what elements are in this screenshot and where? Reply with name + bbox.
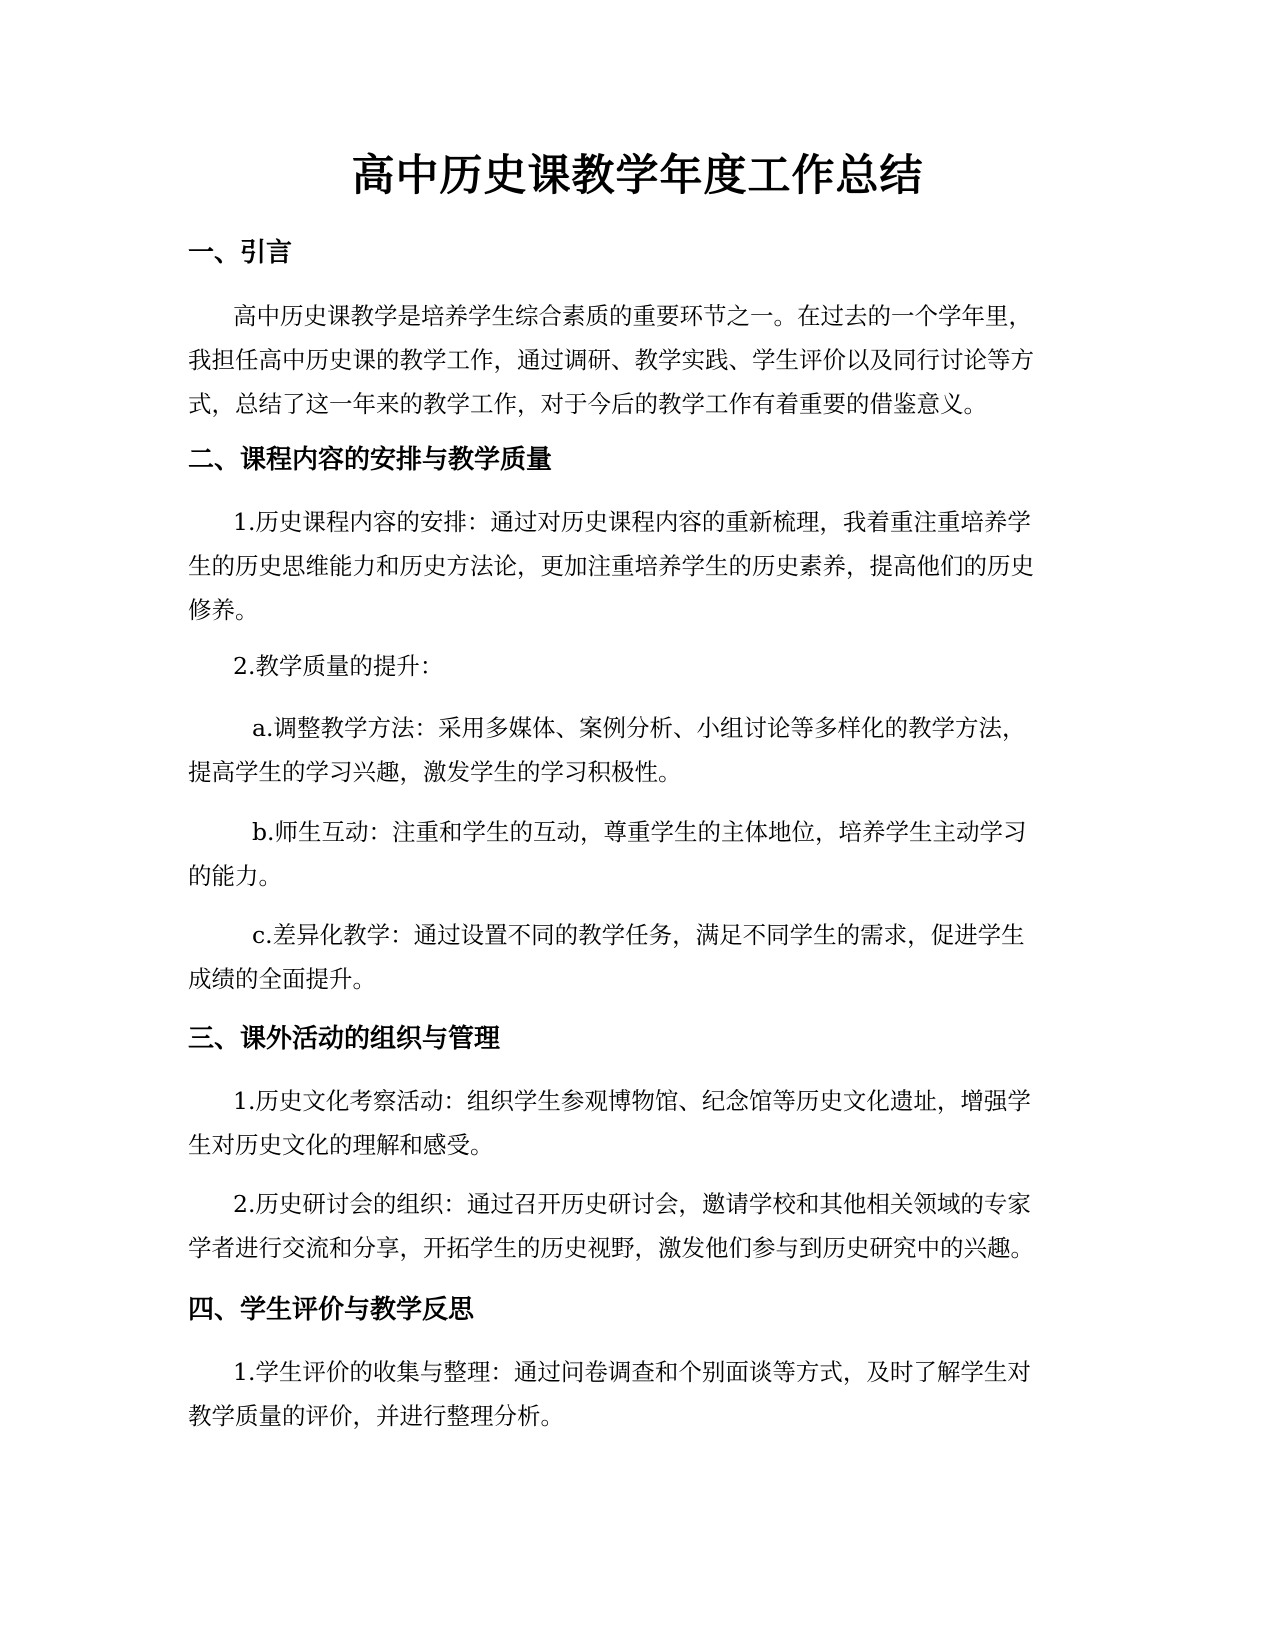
paragraph-student-evaluation (188, 1350, 1088, 1438)
paragraph-line: 我担任高中历史课的教学工作，通过调研、教学实践、学生评价以及同行讨论等方 (188, 346, 1034, 374)
paragraph-item-c (188, 913, 1088, 1001)
paragraph-line: 2.教学质量的提升： (233, 652, 444, 680)
paragraph-teaching-quality (188, 644, 1088, 688)
section-heading-extracurricular: 三、课外活动的组织与管理 (188, 1024, 501, 1054)
paragraph-line: 2.历史研讨会的组织：通过召开历史研讨会，邀请学校和其他相关领域的专家 (233, 1190, 1031, 1218)
paragraph-line: a.调整教学方法：采用多媒体、案例分析、小组讨论等多样化的教学方法， (252, 714, 1026, 742)
paragraph-line: 生对历史文化的理解和感受。 (188, 1131, 494, 1159)
section-heading-curriculum: 二、课程内容的安排与教学质量 (188, 445, 553, 475)
paragraph-line: 高中历史课教学是培养学生综合素质的重要环节之一。在过去的一个学年里， (233, 302, 1032, 330)
document-title: 高中历史课教学年度工作总结 (351, 151, 924, 201)
paragraph-line: 的能力。 (188, 862, 282, 890)
paragraph-line: 1.历史文化考察活动：组织学生参观博物馆、纪念馆等历史文化遗址，增强学 (233, 1087, 1031, 1115)
paragraph-history-seminar (188, 1182, 1088, 1270)
paragraph-line: 1.学生评价的收集与整理：通过问卷调查和个别面谈等方式，及时了解学生对 (233, 1358, 1031, 1386)
section-heading-evaluation: 四、学生评价与教学反思 (188, 1295, 475, 1325)
paragraph-item-b (188, 810, 1088, 898)
paragraph-line: 式，总结了这一年来的教学工作，对于今后的教学工作有着重要的借鉴意义。 (188, 390, 987, 418)
paragraph-cultural-visits (188, 1079, 1088, 1167)
paragraph-line: b.师生互动：注重和学生的互动，尊重学生的主体地位，培养学生主动学习 (252, 818, 1027, 846)
paragraph-line: 提高学生的学习兴趣，激发学生的学习积极性。 (188, 758, 682, 786)
paragraph-line: 1.历史课程内容的安排：通过对历史课程内容的重新梳理，我着重注重培养学 (233, 508, 1031, 536)
paragraph-line: 学者进行交流和分享，开拓学生的历史视野，激发他们参与到历史研究中的兴趣。 (188, 1234, 1034, 1262)
paragraph-curriculum-arrangement (188, 500, 1088, 632)
paragraph-line: 修养。 (188, 596, 259, 624)
paragraph-line: 成绩的全面提升。 (188, 965, 376, 993)
paragraph-line: c.差异化教学：通过设置不同的教学任务，满足不同学生的需求，促进学生 (252, 921, 1025, 949)
paragraph-introduction (188, 294, 1088, 426)
paragraph-line: 生的历史思维能力和历史方法论，更加注重培养学生的历史素养，提高他们的历史 (188, 552, 1034, 580)
section-heading-introduction: 一、引言 (188, 238, 293, 268)
paragraph-line: 教学质量的评价，并进行整理分析。 (188, 1402, 564, 1430)
paragraph-item-a (188, 706, 1088, 794)
